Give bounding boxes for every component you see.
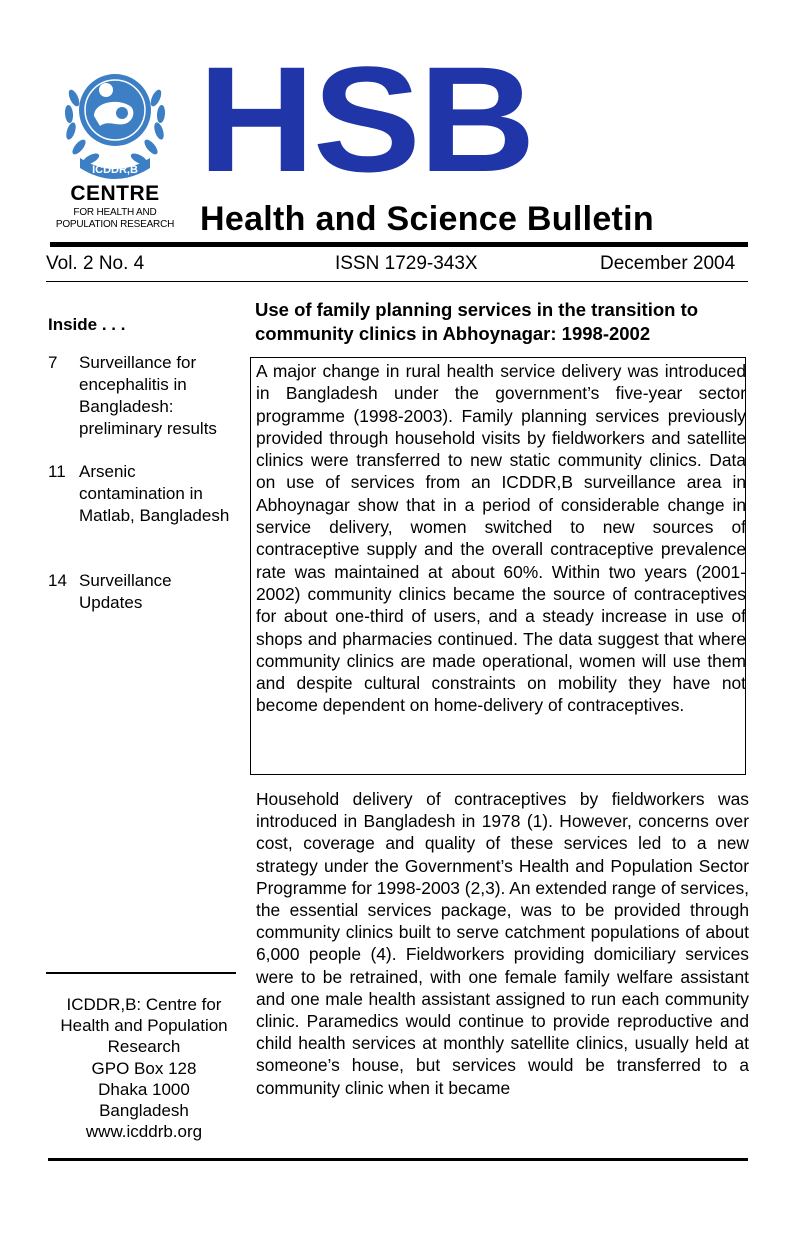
address-org: ICDDR,B: Centre for Health and Population Research: [60, 995, 228, 1057]
icddrb-logo: [60, 58, 170, 188]
header-thin-rule: [46, 281, 748, 282]
address-city: Dhaka 1000: [98, 1079, 190, 1099]
address-country: Bangladesh: [99, 1101, 189, 1121]
bulletin-title: Health and Science Bulletin: [200, 200, 654, 238]
toc-title: Surveillance Updates: [79, 571, 172, 612]
article-body: Household delivery of contraceptives by fieldworkers was introduced in Bangladesh in 1978 (1). However, concerns over cost, coverage and quality of these services led to a new strategy under the Government’s Health and Population Sector Programme for 1998-2003 (2,3). An extended range of services, the essential services package, was to be provided through community clinics built to serve catchment populations of about 6,000 people (4). Fieldworkers providing domiciliary services were to be retrained, with one female family welfare assistant and one male health assistant assigned to run each community clinic. Paramedics would continue to provide reproductive and child health services at monthly satellite clinics, usually held at someone’s house, but services would be transferred to a community clinic when it became: [256, 789, 750, 1098]
address-box: GPO Box 128: [91, 1058, 197, 1078]
address-website: www.icddrb.org: [85, 1122, 203, 1142]
inside-label: Inside . . .: [48, 315, 126, 334]
centre-label: CENTRE: [70, 182, 160, 205]
issue-date: December 2004: [600, 253, 736, 274]
issn-number: ISSN 1729-343X: [335, 253, 478, 274]
sidebar-rule: [46, 972, 236, 974]
address-block: [46, 994, 242, 1142]
masthead-title: HSB: [198, 35, 534, 203]
header-rule: [50, 242, 748, 247]
logo-text: ICDDR,B: [92, 164, 138, 176]
toc-page-number: 7: [48, 353, 58, 372]
toc-title: Arsenic contamination in Matlab, Bangladesh: [79, 462, 230, 525]
toc-title: Surveillance for encephalitis in Bangladesh: preliminary results: [79, 353, 217, 438]
toc-page-number: 14: [48, 571, 67, 590]
toc-page-number: 11: [48, 462, 66, 481]
volume-number: Vol. 2 No. 4: [46, 253, 145, 274]
centre-subtitle: FOR HEALTH AND POPULATION RESEARCH: [55, 207, 175, 230]
footer-rule: [48, 1158, 748, 1161]
abstract-text: A major change in rural health service delivery was introduced in Bangladesh under the government’s five-year sector programme (1998-2003). Family planning services previously provided through household visits by fieldworkers and satellite clinics were transferred to new static community clinics. Data on use of services from an ICDDR,B surveillance area in Abhoynagar show that in a period of considerable change in service delivery, women switched to new sources of contraceptive supply and the overall contraceptive prevalence rate was maintained at about 60%. Within two years (2001-2002) community clinics became the source of contraceptives for about one-third of users, and a steady increase in use of shops and pharmacies continued. The data suggest that where community clinics are made operational, women will use them and despite cultural constraints on mobility they have not become dependent on home-delivery of contraceptives.: [256, 361, 746, 716]
article-title: Use of family planning services in the transition to community clinics in Abhoynagar: 1998-2002: [255, 299, 699, 344]
